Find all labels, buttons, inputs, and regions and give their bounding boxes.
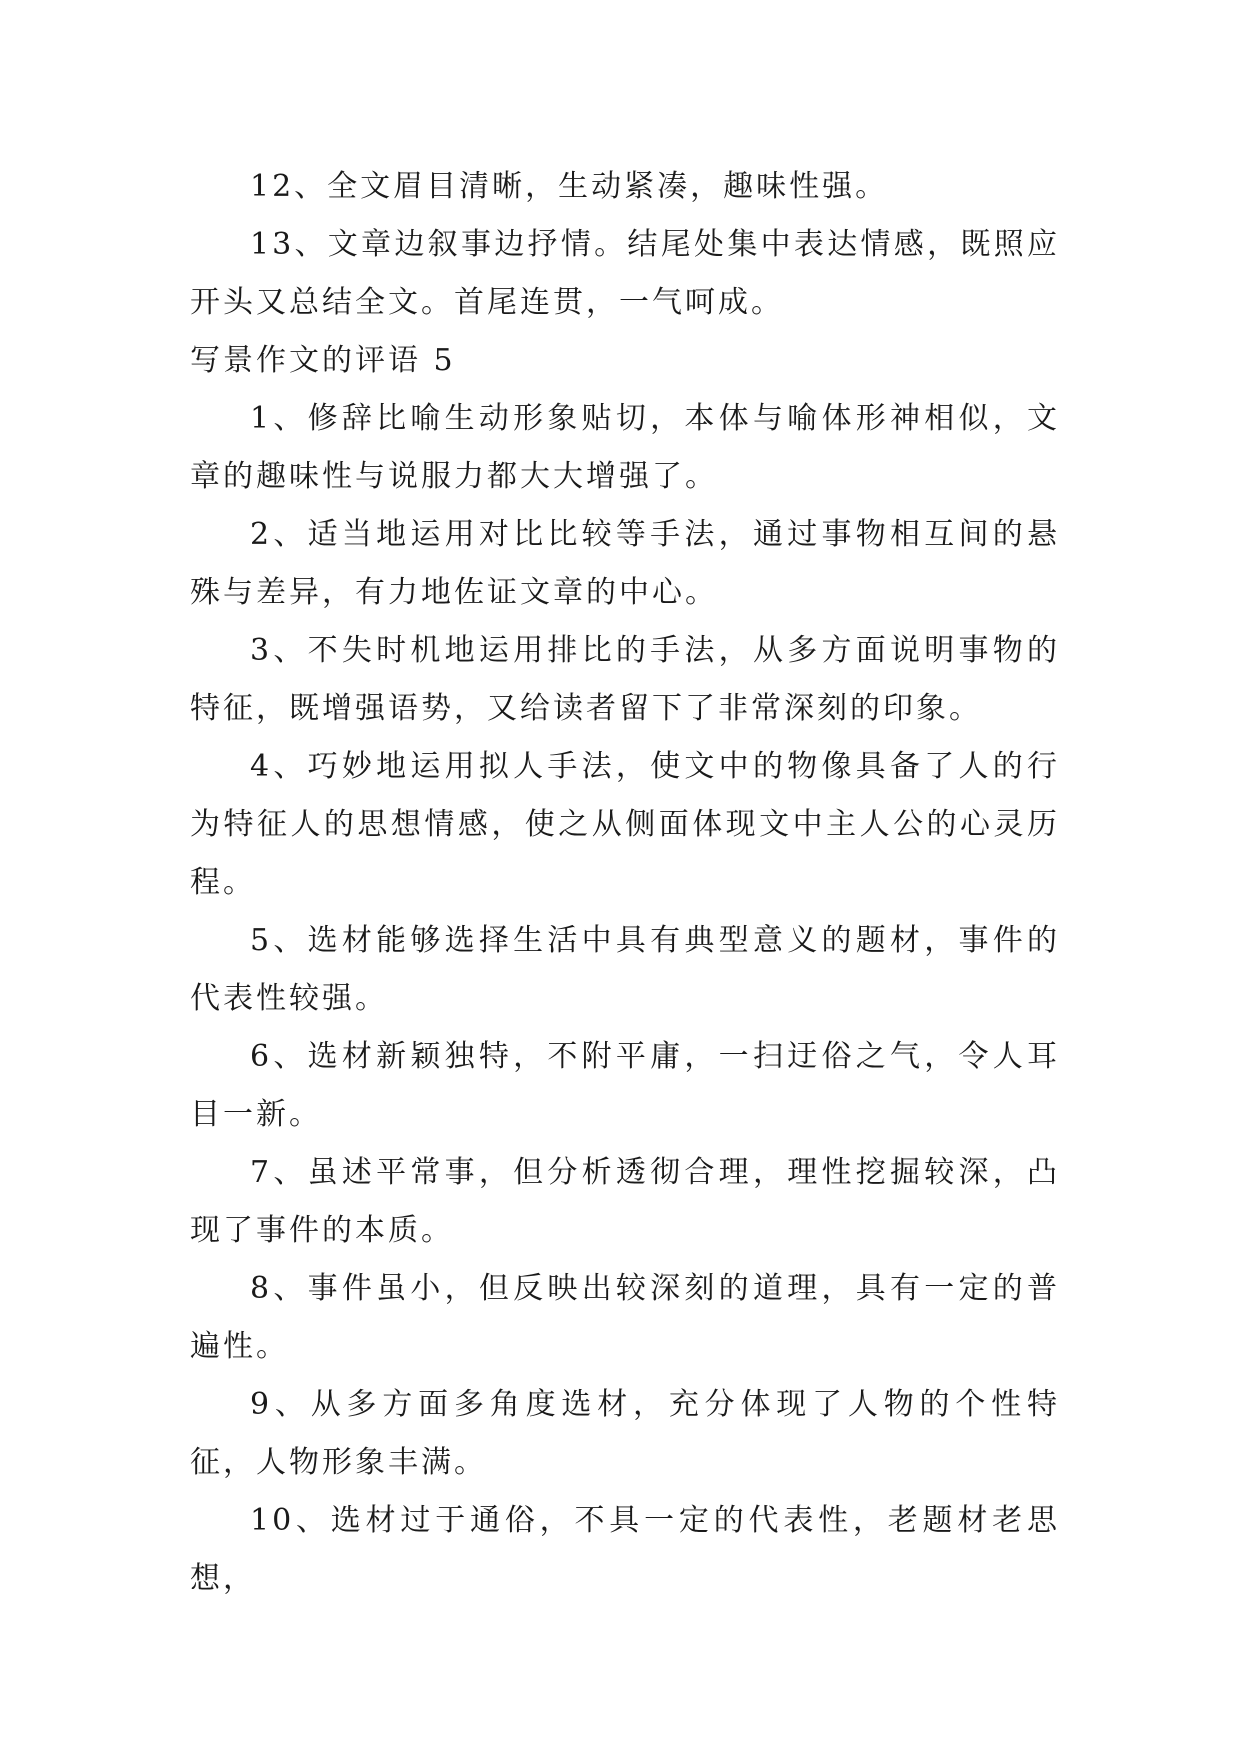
- paragraph-1: 1、修辞比喻生动形象贴切，本体与喻体形神相似，文章的趣味性与说服力都大大增强了。: [190, 401, 1060, 494]
- paragraph-4: 4、巧妙地运用拟人手法，使文中的物像具备了人的行为特征人的思想情感，使之从侧面体现文中主人公的心灵历程。: [190, 749, 1060, 900]
- paragraph-5: 5、选材能够选择生活中具有典型意义的题材，事件的代表性较强。: [190, 923, 1060, 1016]
- paragraph-6: 6、选材新颖独特，不附平庸，一扫迂俗之气，令人耳目一新。: [190, 1039, 1060, 1132]
- paragraph-13: 13、文章边叙事边抒情。结尾处集中表达情感，既照应开头又总结全文。首尾连贯，一气呵成。: [190, 227, 1060, 320]
- paragraph-9: 9、从多方面多角度选材，充分体现了人物的个性特征，人物形象丰满。: [190, 1387, 1060, 1480]
- document-page: [190, 158, 1060, 1608]
- paragraph-2: 2、适当地运用对比比较等手法，通过事物相互间的悬殊与差异，有力地佐证文章的中心。: [190, 517, 1060, 610]
- section-heading: 写景作文的评语 5: [190, 343, 456, 378]
- paragraph-12: 12、全文眉目清晰，生动紧凑，趣味性强。: [250, 169, 889, 204]
- paragraph-8: 8、事件虽小，但反映出较深刻的道理，具有一定的普遍性。: [190, 1271, 1060, 1364]
- paragraph-7: 7、虽述平常事，但分析透彻合理，理性挖掘较深，凸现了事件的本质。: [190, 1155, 1060, 1248]
- paragraph-3: 3、不失时机地运用排比的手法，从多方面说明事物的特征，既增强语势，又给读者留下了非常深刻的印象。: [190, 633, 1060, 726]
- paragraph-10: 10、选材过于通俗，不具一定的代表性，老题材老思想，: [190, 1503, 1060, 1596]
